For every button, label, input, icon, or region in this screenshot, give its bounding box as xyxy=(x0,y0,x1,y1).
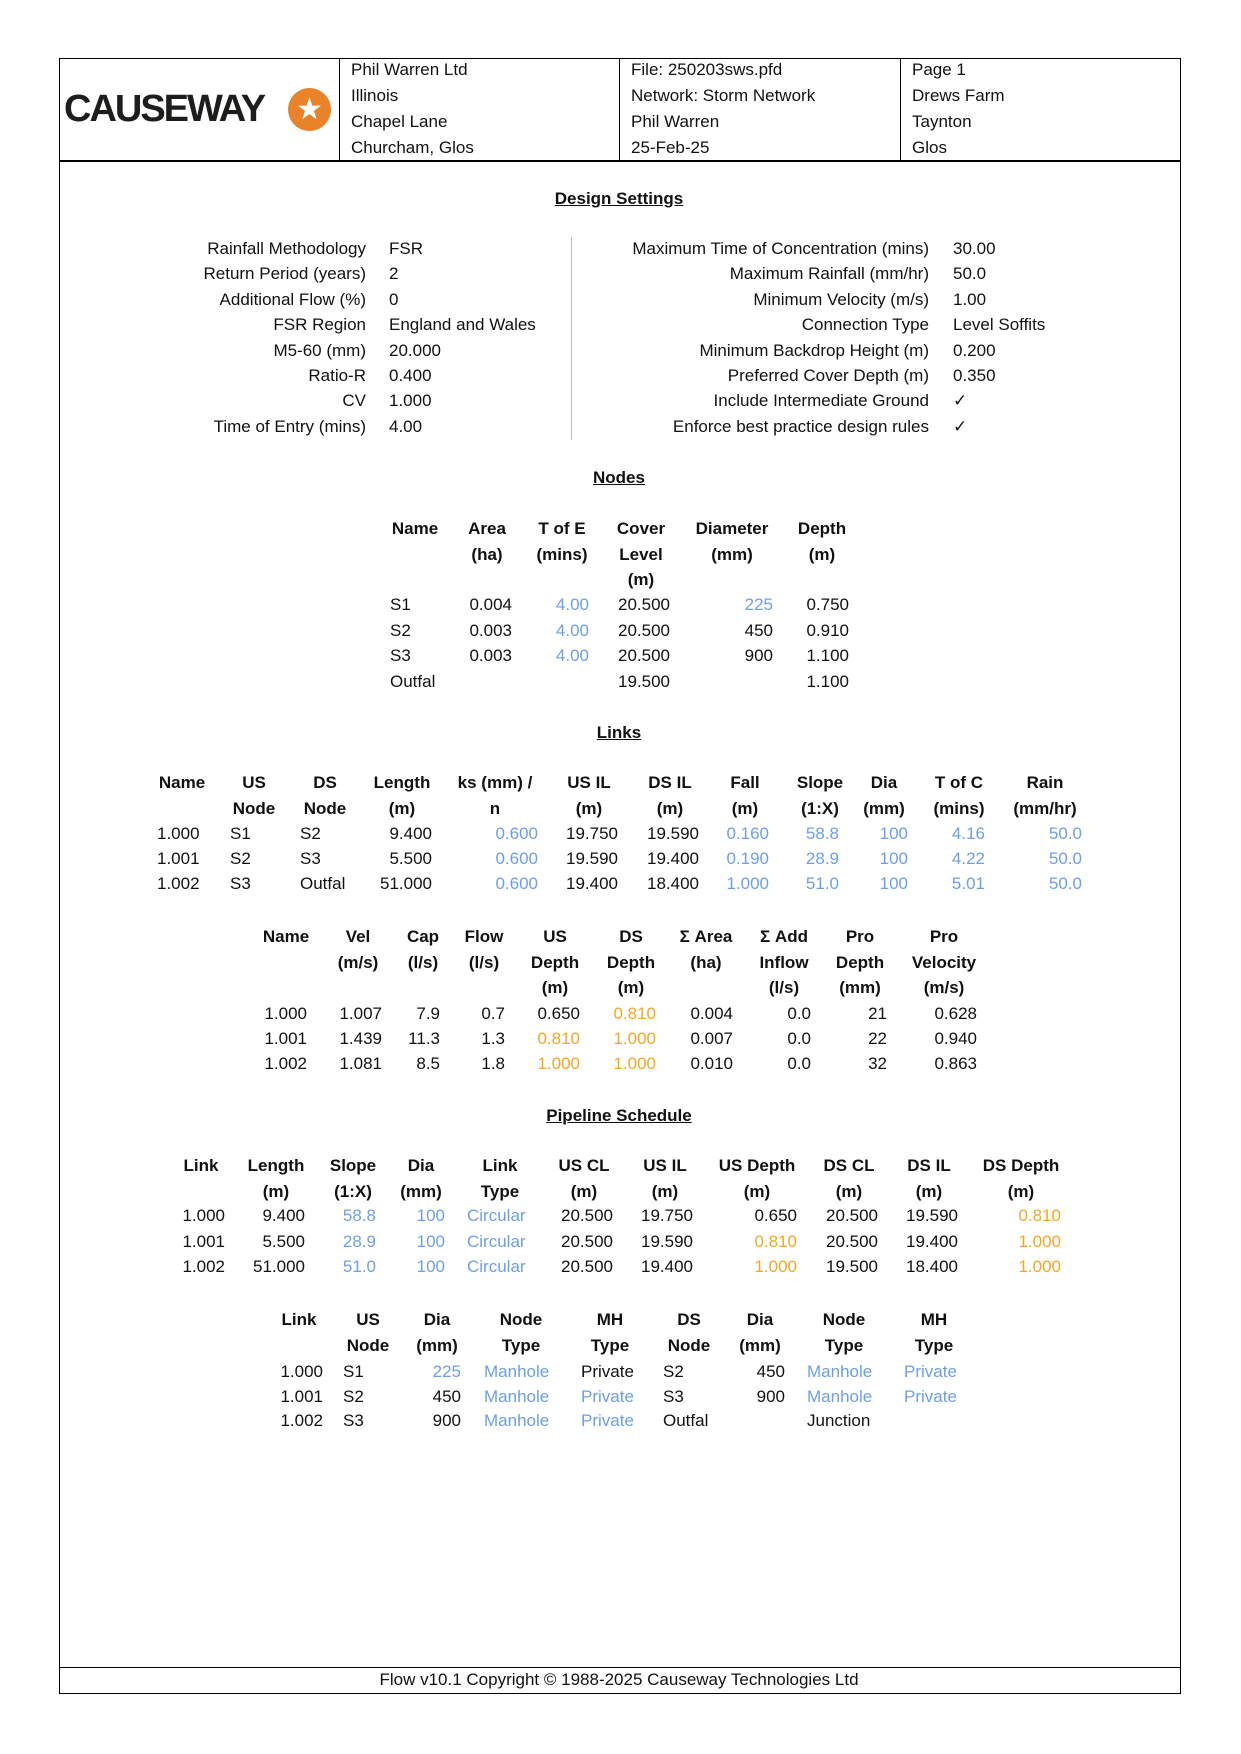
links2-cell: 0.0 xyxy=(787,1029,811,1048)
setting-label: Additional Flow (%) xyxy=(219,289,366,309)
nodes-column-header: (m) xyxy=(627,570,655,589)
nodes-title: Nodes xyxy=(593,468,645,487)
pipeline-cell: 1.000 xyxy=(182,1206,225,1225)
links2-cell: 1.000 xyxy=(613,1054,656,1073)
links2-cell: 1.007 xyxy=(339,1004,382,1023)
links-column-header: Fall xyxy=(730,773,760,792)
pipeline2-cell: Manhole xyxy=(807,1362,873,1381)
links2-column-header: Velocity xyxy=(911,952,977,972)
pipeline2-column-header: Node xyxy=(667,1335,711,1355)
pipeline-cell: 19.590 xyxy=(641,1231,693,1251)
pipeline-column-header: (m) xyxy=(835,1181,863,1201)
links2-column-header: Σ Add xyxy=(760,927,808,946)
pipeline2-cell: 900 xyxy=(432,1411,461,1430)
links-cell: S1 xyxy=(230,824,251,843)
pipeline2-column-header: Type xyxy=(501,1335,541,1355)
pipeline2-column-header: (mm) xyxy=(739,1335,781,1355)
links-cell: 28.9 xyxy=(805,849,839,868)
links-cell: 19.590 xyxy=(647,824,699,843)
causeway-logo: CAUSEWAY xyxy=(64,88,265,130)
links2-cell: 7.9 xyxy=(416,1004,440,1023)
nodes-column-header: Name xyxy=(391,519,439,538)
links2-cell: 0.650 xyxy=(537,1004,580,1023)
nodes-cell: 1.100 xyxy=(806,671,849,691)
pipeline2-cell: Manhole xyxy=(484,1386,550,1406)
nodes-cell: 19.500 xyxy=(618,671,670,691)
pipeline2-cell: Private xyxy=(904,1362,957,1381)
pipeline-column-header: Dia xyxy=(407,1156,435,1175)
pipeline-cell: 100 xyxy=(416,1206,445,1225)
setting-value: 50.0 xyxy=(953,264,987,284)
links2-column-header: Vel xyxy=(345,927,371,946)
links2-column-header: (l/s) xyxy=(407,952,439,972)
pipeline-cell: 58.8 xyxy=(342,1206,376,1225)
header-col-divider xyxy=(900,58,901,161)
setting-value: 0.350 xyxy=(953,366,996,385)
links-cell: 100 xyxy=(879,874,908,893)
links-cell: 19.750 xyxy=(566,824,618,843)
links-cell: 19.590 xyxy=(566,849,618,868)
pipeline2-cell: 225 xyxy=(432,1362,461,1381)
setting-value: 0 xyxy=(389,289,399,309)
links2-column-header: DS xyxy=(619,927,643,946)
nodes-cell: 4.00 xyxy=(555,620,589,640)
nodes-cell: 20.500 xyxy=(618,620,670,640)
pipeline-cell: 19.590 xyxy=(906,1206,958,1225)
header-col3-line: Glos xyxy=(912,138,947,157)
links2-cell: 0.628 xyxy=(934,1004,977,1023)
nodes-cell: 225 xyxy=(744,595,773,614)
pipeline-column-header: (m) xyxy=(915,1181,943,1201)
links-cell: 19.400 xyxy=(566,874,618,893)
nodes-cell: 0.003 xyxy=(469,620,512,640)
setting-value: 20.000 xyxy=(389,340,441,360)
links2-column-header: Flow xyxy=(464,927,504,946)
pipeline2-cell: S2 xyxy=(343,1386,364,1406)
links2-cell: 0.810 xyxy=(613,1004,656,1023)
pipeline-cell: 1.000 xyxy=(754,1257,797,1276)
pipeline-column-header: (m) xyxy=(262,1181,290,1201)
pipeline2-cell: Private xyxy=(581,1362,634,1381)
links2-column-header: Depth xyxy=(835,952,885,972)
header-col2-line: 25-Feb-25 xyxy=(631,138,710,157)
links-column-header: Node xyxy=(232,798,276,818)
pipeline2-column-header: Link xyxy=(281,1310,317,1329)
links-cell: 9.400 xyxy=(389,824,432,843)
nodes-cell: 4.00 xyxy=(555,646,589,665)
header-col-divider xyxy=(339,58,340,161)
nodes-cell: Outfal xyxy=(390,671,436,691)
setting-value: England and Wales xyxy=(389,315,536,335)
links-column-header: Length xyxy=(373,773,431,792)
pipeline-column-header: US IL xyxy=(643,1156,687,1175)
setting-label: Time of Entry (mins) xyxy=(213,416,366,436)
links-column-header: DS IL xyxy=(648,773,692,792)
pipeline-cell: 20.500 xyxy=(561,1206,613,1225)
pipeline2-cell: 1.000 xyxy=(280,1362,323,1381)
setting-value: 1.000 xyxy=(389,391,432,411)
links2-column-header: (m/s) xyxy=(923,978,965,997)
links-column-header: (m) xyxy=(656,798,684,818)
pipeline2-column-header: Dia xyxy=(746,1310,774,1329)
links-cell: 50.0 xyxy=(1048,874,1082,893)
links-column-header: (m) xyxy=(575,798,603,818)
links-cell: 51.000 xyxy=(380,874,432,893)
header-col2-line: File: 250203sws.pfd xyxy=(631,60,783,79)
links2-cell: 0.010 xyxy=(690,1054,733,1073)
setting-label: M5-60 (mm) xyxy=(273,340,366,360)
links-cell: 50.0 xyxy=(1048,824,1082,843)
pipeline2-cell: S3 xyxy=(343,1411,364,1430)
nodes-column-header: Diameter xyxy=(695,519,769,538)
links2-cell: 0.810 xyxy=(537,1029,580,1048)
pipeline-cell: 1.001 xyxy=(182,1231,225,1251)
links-cell: 100 xyxy=(879,849,908,868)
setting-value: Level Soffits xyxy=(953,315,1046,335)
pipeline2-cell: 1.002 xyxy=(280,1411,323,1430)
links-column-header: (m) xyxy=(731,798,759,818)
pipeline-cell: 0.810 xyxy=(754,1231,797,1251)
footer-divider xyxy=(59,1667,1181,1668)
pipeline2-column-header: Type xyxy=(590,1335,630,1355)
setting-label: Maximum Time of Concentration (mins) xyxy=(632,239,929,258)
setting-label: Ratio-R xyxy=(308,366,366,385)
setting-value: 1.00 xyxy=(953,289,987,309)
links2-cell: 22 xyxy=(868,1029,887,1048)
pipeline-cell: 20.500 xyxy=(826,1231,878,1251)
links2-cell: 1.3 xyxy=(481,1029,505,1048)
links2-cell: 0.940 xyxy=(934,1029,977,1048)
pipeline-cell: 20.500 xyxy=(561,1257,613,1276)
links2-cell: 0.7 xyxy=(481,1004,505,1023)
links2-column-header: Depth xyxy=(530,952,580,972)
setting-value: FSR xyxy=(389,239,423,258)
setting-value: 30.00 xyxy=(953,239,996,258)
setting-value: 2 xyxy=(389,264,399,284)
links-cell: 100 xyxy=(879,824,908,843)
links2-cell: 1.081 xyxy=(339,1054,382,1073)
pipeline-cell: Circular xyxy=(467,1231,526,1251)
nodes-column-header: Cover xyxy=(616,519,666,538)
pipeline-cell: 19.400 xyxy=(906,1231,958,1251)
nodes-cell: 0.750 xyxy=(806,595,849,614)
nodes-cell: 900 xyxy=(744,646,773,665)
nodes-column-header: (mm) xyxy=(711,544,753,564)
links-cell: S2 xyxy=(230,849,251,868)
links2-cell: 21 xyxy=(868,1004,887,1023)
nodes-column-header: (ha) xyxy=(471,544,503,564)
header-col3-line: Page 1 xyxy=(912,60,966,79)
pipeline2-column-header: DS xyxy=(677,1310,701,1329)
links-column-header: (mm/hr) xyxy=(1013,798,1077,818)
header-col2-line: Phil Warren xyxy=(631,112,720,131)
pipeline-cell: 28.9 xyxy=(342,1231,376,1251)
nodes-cell: 0.910 xyxy=(806,620,849,640)
links-cell: Outfal xyxy=(300,874,346,893)
header-col1-line: Phil Warren Ltd xyxy=(351,60,468,79)
pipeline-column-header: (m) xyxy=(743,1181,771,1201)
setting-label: CV xyxy=(342,391,366,411)
pipeline-cell: 5.500 xyxy=(262,1231,305,1251)
pipeline-cell: 51.0 xyxy=(342,1257,376,1276)
links-cell: 0.600 xyxy=(495,824,538,843)
links2-cell: 0.0 xyxy=(787,1054,811,1073)
pipeline2-cell: Private xyxy=(581,1411,634,1430)
links2-cell: 0.004 xyxy=(690,1004,733,1023)
setting-value: 0.400 xyxy=(389,366,432,385)
links2-cell: 1.439 xyxy=(339,1029,382,1048)
links2-column-header: (m) xyxy=(541,978,569,997)
links-cell: 50.0 xyxy=(1048,849,1082,868)
links-cell: 5.01 xyxy=(951,874,985,893)
pipeline-column-header: (m) xyxy=(1007,1181,1035,1201)
pipeline2-cell: Manhole xyxy=(484,1411,550,1430)
setting-value: 0.200 xyxy=(953,340,996,360)
links2-column-header: Cap xyxy=(406,927,440,946)
pipeline-cell: 18.400 xyxy=(906,1257,958,1276)
pipeline-schedule-title: Pipeline Schedule xyxy=(546,1106,692,1125)
links2-column-header: (m/s) xyxy=(337,952,379,972)
pipeline2-cell: Private xyxy=(904,1386,957,1406)
pipeline2-cell: Manhole xyxy=(484,1362,550,1381)
setting-value: ✓ xyxy=(953,391,968,411)
nodes-cell: 0.004 xyxy=(469,595,512,614)
pipeline-column-header: (1:X) xyxy=(334,1181,372,1201)
links-cell: S3 xyxy=(300,849,321,868)
links2-cell: 0.0 xyxy=(787,1004,811,1023)
pipeline-cell: 0.810 xyxy=(1018,1206,1061,1225)
links-title: Links xyxy=(596,723,642,742)
pipeline-column-header: Length xyxy=(247,1156,305,1175)
pipeline-column-header: DS CL xyxy=(823,1156,875,1175)
header-col1-line: Churcham, Glos xyxy=(351,138,474,157)
setting-label: Maximum Rainfall (mm/hr) xyxy=(729,264,929,284)
links-column-header: (m) xyxy=(388,798,416,818)
causeway-star-icon: ★ xyxy=(288,88,331,131)
pipeline-cell: Circular xyxy=(467,1206,526,1225)
links-column-header: US xyxy=(242,773,266,792)
pipeline2-column-header: Dia xyxy=(423,1310,451,1329)
nodes-cell: S3 xyxy=(390,646,411,665)
pipeline-column-header: Link xyxy=(482,1156,518,1175)
nodes-cell: 20.500 xyxy=(618,595,670,614)
pipeline-cell: 19.400 xyxy=(641,1257,693,1276)
pipeline2-cell: S1 xyxy=(343,1362,364,1381)
links2-cell: 1.000 xyxy=(537,1054,580,1073)
nodes-column-header: Depth xyxy=(797,519,847,538)
nodes-cell: 1.100 xyxy=(806,646,849,665)
links-cell: 4.16 xyxy=(951,824,985,843)
links2-cell: 0.007 xyxy=(690,1029,733,1048)
pipeline-column-header: US Depth xyxy=(718,1156,796,1175)
links-column-header: DS xyxy=(313,773,337,792)
pipeline-cell: 1.000 xyxy=(1018,1231,1061,1251)
pipeline2-column-header: Node xyxy=(346,1335,390,1355)
links2-column-header: Pro xyxy=(845,927,875,946)
setting-value: 4.00 xyxy=(389,416,423,436)
links2-column-header: Depth xyxy=(606,952,656,972)
pipeline-cell: 100 xyxy=(416,1257,445,1276)
links-column-header: ks (mm) / xyxy=(457,773,533,792)
pipeline2-column-header: MH xyxy=(596,1310,624,1329)
pipeline2-cell: Junction xyxy=(807,1411,871,1430)
links-cell: S2 xyxy=(300,824,321,843)
links2-cell: 1.8 xyxy=(481,1054,505,1073)
links-cell: 1.002 xyxy=(157,874,200,893)
pipeline2-cell: Outfal xyxy=(663,1411,709,1430)
links-column-header: Node xyxy=(303,798,347,818)
links-cell: 1.000 xyxy=(157,824,200,843)
links2-column-header: (l/s) xyxy=(468,952,500,972)
setting-label: Preferred Cover Depth (m) xyxy=(727,366,929,385)
pipeline-column-header: Link xyxy=(183,1156,219,1175)
header-col-divider xyxy=(619,58,620,161)
settings-divider xyxy=(571,237,572,440)
pipeline-cell: Circular xyxy=(467,1257,526,1276)
links-column-header: Rain xyxy=(1026,773,1064,792)
pipeline2-cell: 900 xyxy=(756,1386,785,1406)
links-cell: 18.400 xyxy=(647,874,699,893)
header-col1-line: Illinois xyxy=(351,86,399,105)
links2-column-header: (ha) xyxy=(690,952,722,972)
links-cell: S3 xyxy=(230,874,251,893)
links-cell: 51.0 xyxy=(805,874,839,893)
links-column-header: (mins) xyxy=(933,798,985,818)
pipeline2-column-header: MH xyxy=(920,1310,948,1329)
nodes-cell: 450 xyxy=(744,620,773,640)
nodes-column-header: (m) xyxy=(808,544,836,564)
header-col2-line: Network: Storm Network xyxy=(631,86,816,105)
nodes-cell: 0.003 xyxy=(469,646,512,665)
pipeline2-cell: 1.001 xyxy=(280,1386,323,1406)
pipeline-column-header: (m) xyxy=(651,1181,679,1201)
links2-column-header: (mm) xyxy=(839,978,881,997)
pipeline-cell: 1.000 xyxy=(1018,1257,1061,1276)
header-col3-line: Drews Farm xyxy=(912,86,1005,105)
links-cell: 0.190 xyxy=(726,849,769,868)
pipeline2-column-header: (mm) xyxy=(416,1335,458,1355)
pipeline2-cell: Private xyxy=(581,1386,634,1406)
links-cell: 0.600 xyxy=(495,849,538,868)
links2-column-header: Σ Area xyxy=(679,927,733,946)
links-column-header: T of C xyxy=(934,773,984,792)
pipeline2-column-header: Node xyxy=(499,1310,543,1329)
pipeline2-cell: S2 xyxy=(663,1362,684,1381)
pipeline-column-header: Type xyxy=(480,1181,520,1201)
header-col1-line: Chapel Lane xyxy=(351,112,448,131)
nodes-column-header: T of E xyxy=(538,519,586,538)
links-column-header: Slope xyxy=(796,773,844,792)
pipeline-cell: 9.400 xyxy=(262,1206,305,1225)
nodes-column-header: Level xyxy=(619,544,663,564)
links2-cell: 1.001 xyxy=(264,1029,307,1048)
links2-column-header: US xyxy=(543,927,567,946)
links2-column-header: Name xyxy=(262,927,310,946)
links2-cell: 1.002 xyxy=(264,1054,307,1073)
pipeline-cell: 0.650 xyxy=(754,1206,797,1225)
links-cell: 19.400 xyxy=(647,849,699,868)
pipeline-column-header: (mm) xyxy=(400,1181,442,1201)
setting-label: Return Period (years) xyxy=(203,264,366,284)
nodes-cell: S1 xyxy=(390,595,411,614)
pipeline-cell: 20.500 xyxy=(561,1231,613,1251)
links-column-header: (1:X) xyxy=(801,798,839,818)
setting-label: Rainfall Methodology xyxy=(207,239,366,258)
nodes-column-header: (mins) xyxy=(536,544,588,564)
links2-cell: 1.000 xyxy=(613,1029,656,1048)
header-divider xyxy=(59,160,1181,162)
footer-copyright: Flow v10.1 Copyright © 1988-2025 Causeway Technologies Ltd xyxy=(379,1670,859,1689)
design-settings-title: Design Settings xyxy=(554,189,684,208)
setting-label: Minimum Backdrop Height (m) xyxy=(699,340,929,360)
setting-label: Include Intermediate Ground xyxy=(713,391,929,411)
pipeline-cell: 51.000 xyxy=(253,1257,305,1276)
pipeline-cell: 20.500 xyxy=(826,1206,878,1225)
links-column-header: (mm) xyxy=(863,798,905,818)
nodes-column-header: Area xyxy=(468,519,506,538)
links-column-header: n xyxy=(489,798,501,818)
pipeline-cell: 19.750 xyxy=(641,1206,693,1225)
pipeline2-cell: S3 xyxy=(663,1386,684,1406)
links-cell: 5.500 xyxy=(389,849,432,868)
pipeline-column-header: Slope xyxy=(329,1156,377,1175)
nodes-cell: 4.00 xyxy=(555,595,589,614)
links2-column-header: Pro xyxy=(929,927,959,946)
pipeline2-column-header: Node xyxy=(822,1310,866,1329)
links-cell: 0.600 xyxy=(495,874,538,893)
links-cell: 58.8 xyxy=(805,824,839,843)
links-column-header: Name xyxy=(158,773,206,792)
links2-cell: 32 xyxy=(868,1054,887,1073)
pipeline-cell: 100 xyxy=(416,1231,445,1251)
setting-label: Enforce best practice design rules xyxy=(672,416,929,436)
setting-label: Connection Type xyxy=(801,315,929,335)
setting-label: FSR Region xyxy=(273,315,366,335)
setting-value: ✓ xyxy=(953,416,968,436)
pipeline2-cell: 450 xyxy=(756,1362,785,1381)
nodes-cell: S2 xyxy=(390,620,411,640)
pipeline2-cell: 450 xyxy=(432,1386,461,1406)
pipeline-cell: 1.002 xyxy=(182,1257,225,1276)
pipeline-cell: 19.500 xyxy=(826,1257,878,1276)
links2-cell: 11.3 xyxy=(408,1029,440,1048)
links2-column-header: (l/s) xyxy=(768,978,800,997)
links2-column-header: Inflow xyxy=(759,952,809,972)
links-cell: 4.22 xyxy=(951,849,985,868)
links2-cell: 8.5 xyxy=(416,1054,440,1073)
header-col3-line: Taynton xyxy=(912,112,972,131)
pipeline2-column-header: US xyxy=(356,1310,380,1329)
pipeline-column-header: DS Depth xyxy=(982,1156,1060,1175)
links-cell: 1.000 xyxy=(726,874,769,893)
pipeline2-column-header: Type xyxy=(824,1335,864,1355)
pipeline2-cell: Manhole xyxy=(807,1386,873,1406)
links-column-header: Dia xyxy=(870,773,898,792)
pipeline-column-header: (m) xyxy=(570,1181,598,1201)
links-cell: 0.160 xyxy=(726,824,769,843)
links-cell: 1.001 xyxy=(157,849,200,868)
links2-cell: 1.000 xyxy=(264,1004,307,1023)
pipeline-column-header: US CL xyxy=(558,1156,610,1175)
pipeline2-column-header: Type xyxy=(914,1335,954,1355)
links2-column-header: (m) xyxy=(617,978,645,997)
pipeline-column-header: DS IL xyxy=(907,1156,951,1175)
nodes-cell: 20.500 xyxy=(618,646,670,665)
links-column-header: US IL xyxy=(567,773,611,792)
links2-cell: 0.863 xyxy=(934,1054,977,1073)
setting-label: Minimum Velocity (m/s) xyxy=(753,289,929,309)
